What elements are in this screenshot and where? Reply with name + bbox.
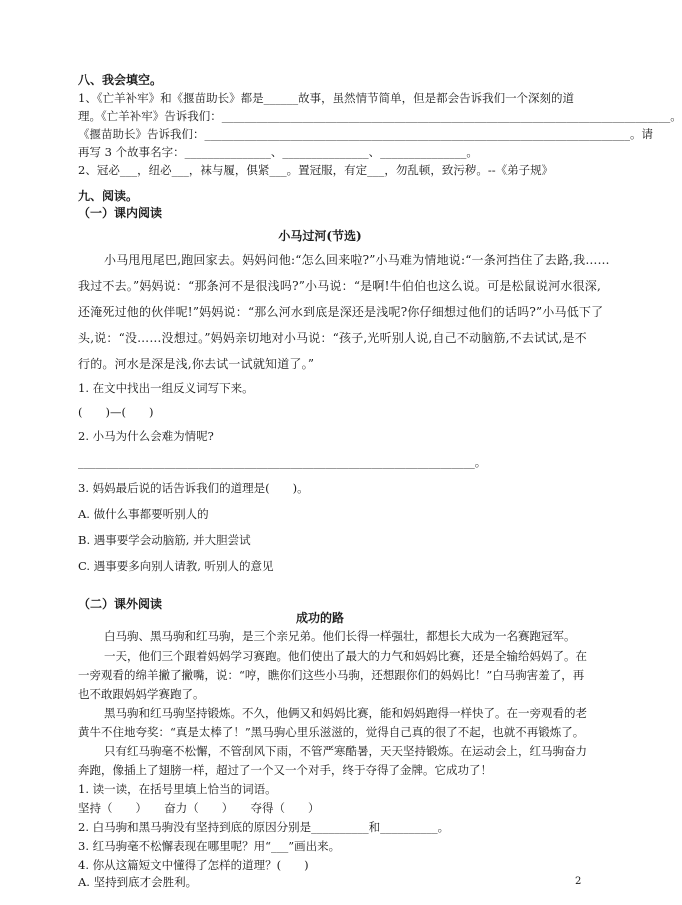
part-2-question-4: 4. 你从这篇短文中懂得了怎样的道理？( ) bbox=[78, 858, 309, 872]
story-1-line: 小马甩甩尾巴,跑回家去。妈妈问他:“怎么回来啦?”小马难为情地说:“一条河挡住了去路,我…… bbox=[104, 253, 610, 267]
story-2-line: 白马驹、黑马驹和红马驹，是三个亲兄弟。他们长得一样强壮，都想长大成为一名赛跑冠军。 bbox=[104, 629, 576, 643]
story-2-line: 奔跑，像插上了翅膀一样，超过了一个又一个对手，终于夺得了金牌。它成功了！ bbox=[78, 763, 492, 777]
story-1-title: 小马过河(节选) bbox=[278, 229, 362, 243]
story-2-line: 一天，他们三个跟着妈妈学习赛跑。他们使出了最大的力气和妈妈比赛，还是全输给妈妈了。在 bbox=[104, 649, 587, 663]
section-8-question-1-line-3: 《揠苗助长》告诉我们：__________________________________________________________________________。请 bbox=[78, 127, 653, 141]
section-9-heading: 九、阅读。 bbox=[78, 189, 139, 203]
story-2-line: 只有红马驹毫不松懈，不管刮风下雨，不管严寒酷暑，天天坚持锻炼。在运动会上，红马驹奋力 bbox=[104, 744, 587, 758]
part-2-question-2: 2. 白马驹和黑马驹没有坚持到底的原因分别是__________和__________。 bbox=[78, 820, 450, 834]
section-8-question-1-line-4: 再写 3 个故事名字：_______________、_______________、_______________。 bbox=[78, 145, 478, 159]
story-1-line: 还淹死过他的伙伴呢!”妈妈说：“那么河水到底是深还是浅呢?你仔细想过他们的话吗?”小马低下了 bbox=[78, 305, 604, 319]
part-1-question-3: 3. 妈妈最后说的话告诉我们的道理是( )。 bbox=[78, 481, 309, 495]
page-number: 2 bbox=[575, 876, 582, 887]
part-1-question-1-blank: ( )—( ) bbox=[78, 405, 154, 419]
section-8-question-1-line-2: 理。《亡羊补牢》告诉我们：______________________________________________________________________________。 bbox=[78, 109, 682, 123]
story-1-line: 我过不去。”妈妈说：“那条河不是很浅吗?”小马说：“是啊!牛伯伯也这么说。可是松鼠说河水很深, bbox=[78, 279, 602, 293]
part-2-option-a: A. 坚持到底才会胜利。 bbox=[78, 875, 198, 889]
part-2-heading: （二）课外阅读 bbox=[78, 597, 163, 611]
story-2-line: 一旁观看的绵羊撇了撇嘴，说：“哼，瞧你们这些小马驹，还想跟你们的妈妈比！”白马驹害羞了，再 bbox=[78, 668, 585, 682]
part-2-question-1-blanks: 坚持（ ） 奋力（ ） 夺得（ ） bbox=[78, 801, 320, 815]
story-1-line: 行的。河水是深是浅,你去试一试就知道了。” bbox=[78, 357, 315, 371]
part-1-heading: （一）课内阅读 bbox=[78, 206, 163, 220]
part-1-question-2: 2. 小马为什么会难为情呢? bbox=[78, 429, 214, 443]
part-1-question-2-blank: _____________________________________________________________________。 bbox=[78, 455, 487, 469]
part-2-question-1: 1. 读一读，在括号里填上恰当的词语。 bbox=[78, 782, 277, 796]
option-b: B. 遇事要学会动脑筋, 并大胆尝试 bbox=[78, 533, 251, 547]
story-2-line: 黑马驹和红马驹坚持锻炼。不久，他俩又和妈妈比赛，能和妈妈跑得一样快了。在一旁观看的老 bbox=[104, 706, 587, 720]
part-1-question-1: 1. 在文中找出一组反义词写下来。 bbox=[78, 381, 254, 395]
option-a: A. 做什么事都要听别人的 bbox=[78, 507, 209, 521]
section-8-question-2: 2、冠必___，纽必___，袜与履，俱紧___。置冠服，有定___，勿乱顿，致污秽。--《弟子规》 bbox=[78, 163, 554, 177]
story-2-line: 黄牛不住地夸奖：“真是太棒了！”黑马驹心里乐滋滋的，觉得自己真的很了不起，也就不再锻炼了。 bbox=[78, 725, 585, 739]
story-2-title: 成功的路 bbox=[295, 611, 344, 625]
section-8-question-1-line-1: 1、《亡羊补牢》和《揠苗助长》都是______故事，虽然情节简单，但是都会告诉我们一个深刻的道 bbox=[78, 91, 575, 105]
story-1-line: 头,说：“没……没想过。”妈妈亲切地对小马说：“孩子,光听别人说,自己不动脑筋,不去试试,是不 bbox=[78, 331, 587, 345]
section-8-heading: 八、我会填空。 bbox=[78, 73, 163, 87]
option-c: C. 遇事要多向别人请教, 听别人的意见 bbox=[78, 559, 274, 573]
part-2-question-3: 3. 红马驹毫不松懈表现在哪里呢？用“___”画出来。 bbox=[78, 839, 341, 853]
story-2-line: 也不敢跟妈妈学赛跑了。 bbox=[78, 687, 205, 701]
